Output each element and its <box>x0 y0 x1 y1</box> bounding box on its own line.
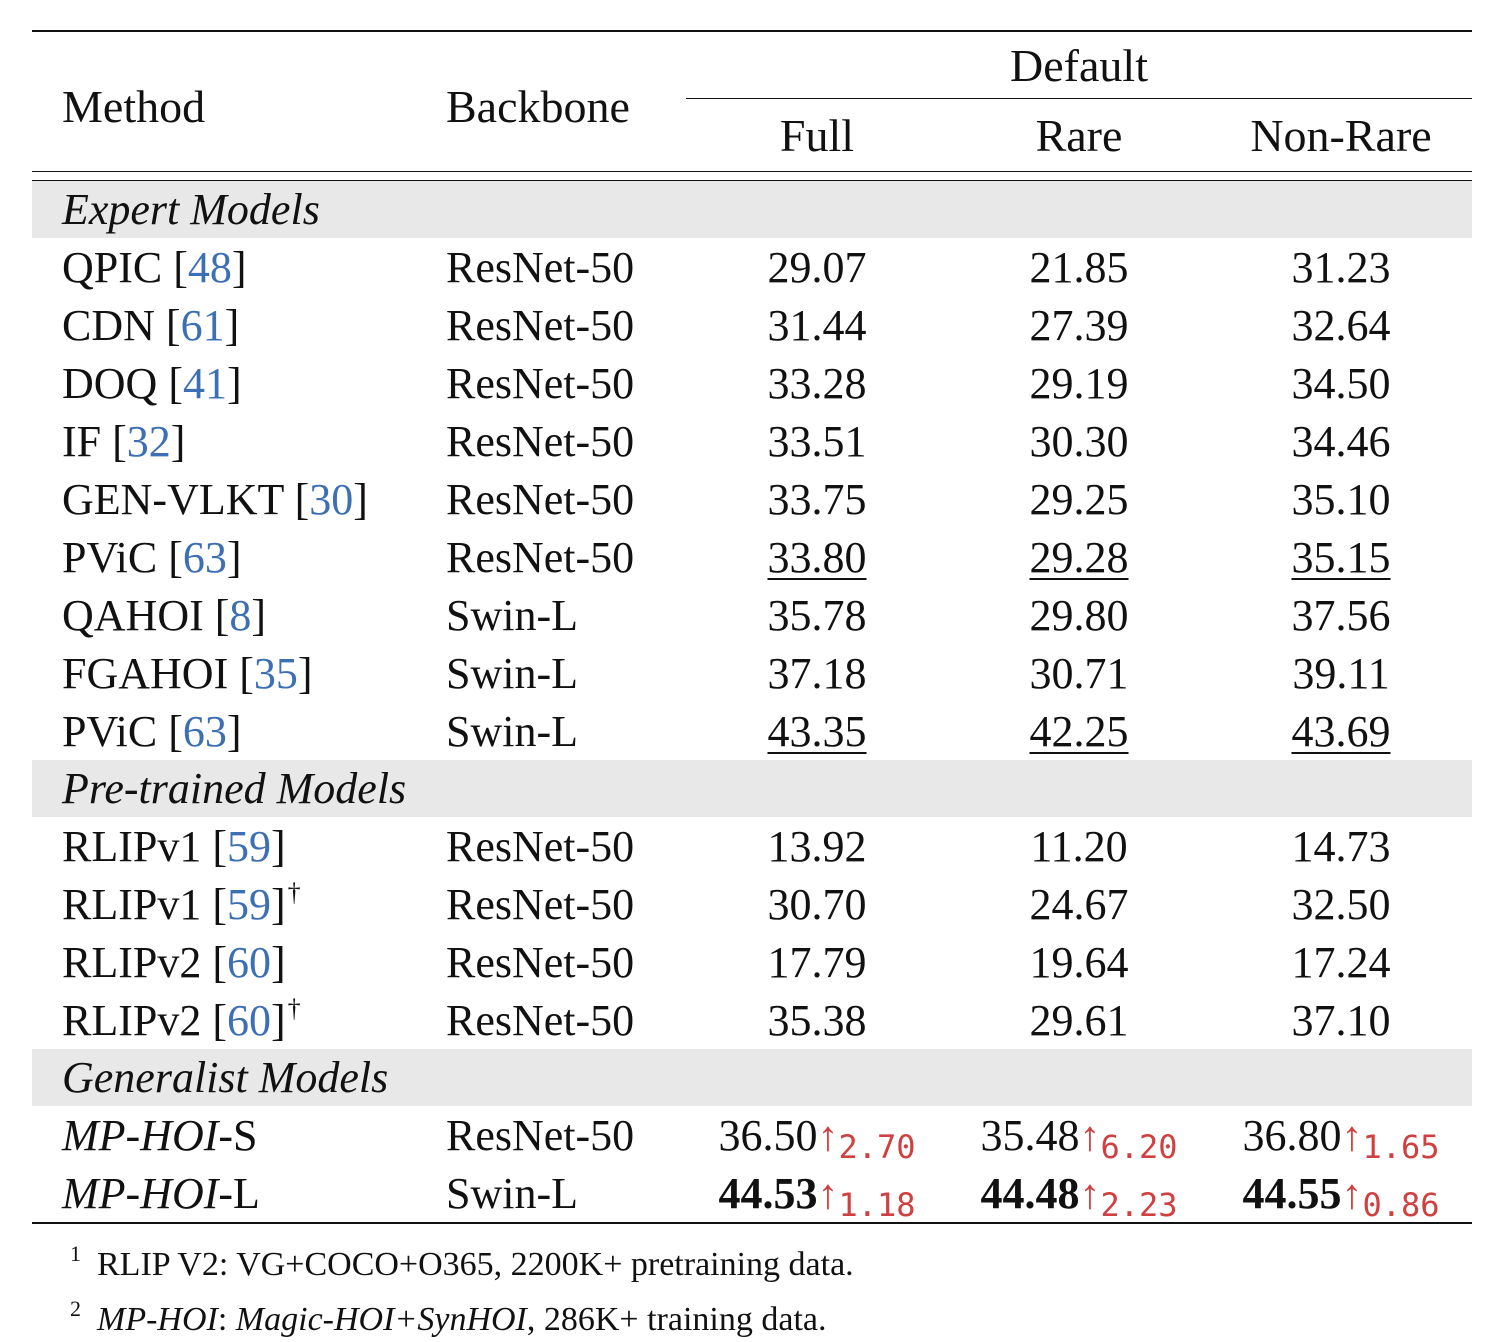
up-arrow-icon: ↑ <box>1341 1171 1363 1218</box>
default-group-header: Default <box>686 31 1472 99</box>
rare-value: 44.48 <box>980 1168 1080 1218</box>
footnote-method-name: MP-HOI <box>97 1301 218 1338</box>
method-name: RLIPv2 <box>62 937 213 987</box>
full-cell <box>686 991 948 1049</box>
ref-bracket: [ <box>212 821 228 871</box>
backbone-cell: ResNet-50 <box>446 821 635 871</box>
gain-value: 6.20 <box>1100 1127 1178 1166</box>
citation-link: 60 <box>227 996 272 1045</box>
method-cell <box>32 1164 424 1223</box>
results-table-container <box>32 30 1472 1224</box>
full-value: 44.53 <box>718 1168 818 1218</box>
method-cell <box>32 586 424 644</box>
rare-cell <box>948 1106 1210 1164</box>
nonrare-value: 37.10 <box>1291 995 1391 1045</box>
nonrare-cell <box>1210 933 1472 991</box>
footnote-marker: 1 <box>70 1241 81 1266</box>
nonrare-cell <box>1210 702 1472 760</box>
full-value: 37.18 <box>767 648 867 698</box>
ref-bracket: ] <box>226 358 242 408</box>
gain-indicator <box>817 1169 916 1224</box>
nonrare-header: Non-Rare <box>1250 109 1432 161</box>
table-row <box>32 933 1472 991</box>
rare-value: 29.25 <box>1029 474 1129 524</box>
citation-link: 41 <box>182 358 227 408</box>
header-row-1 <box>32 31 1472 99</box>
rare-cell <box>948 238 1210 296</box>
nonrare-value: 34.46 <box>1291 416 1391 466</box>
citation-link: 59 <box>227 821 272 871</box>
table-row <box>32 644 1472 702</box>
full-cell <box>686 644 948 702</box>
full-cell <box>686 702 948 760</box>
method-cell <box>32 528 424 586</box>
nonrare-value: 39.11 <box>1292 648 1390 698</box>
rare-cell <box>948 296 1210 354</box>
citation-link: 48 <box>187 242 232 292</box>
method-header: Method <box>32 31 424 172</box>
rare-cell <box>948 528 1210 586</box>
method-variant: -L <box>218 1168 260 1218</box>
method-cell <box>32 991 424 1049</box>
ref-bracket: ] <box>271 821 286 871</box>
method-name: QPIC <box>62 242 174 292</box>
method-name: PViC <box>62 706 169 756</box>
method-name: RLIPv1 <box>62 880 213 929</box>
nonrare-value: 14.73 <box>1291 821 1391 871</box>
section-expert <box>32 181 1472 239</box>
full-cell <box>686 933 948 991</box>
rare-value: 29.28 <box>1029 532 1129 582</box>
backbone-cell: ResNet-50 <box>446 937 635 987</box>
citation-link: 35 <box>253 648 298 698</box>
rare-cell <box>948 933 1210 991</box>
backbone-cell: Swin-L <box>446 590 578 640</box>
ref-bracket: [ <box>173 242 188 292</box>
ref-bracket: ] <box>271 937 286 987</box>
rare-value: 30.30 <box>1029 416 1129 466</box>
section-title: Pre-trained Models <box>32 760 1472 817</box>
header-separator <box>32 172 1472 181</box>
backbone-cell: ResNet-50 <box>446 474 635 524</box>
nonrare-value: 32.50 <box>1291 879 1391 929</box>
method-variant: -S <box>218 1110 258 1160</box>
full-cell <box>686 1164 948 1223</box>
backbone-cell: Swin-L <box>424 1164 686 1223</box>
method-name: PViC <box>62 532 169 582</box>
footnotes <box>70 1232 854 1342</box>
table-row <box>32 354 1472 412</box>
full-cell <box>686 296 948 354</box>
full-value: 33.28 <box>767 358 867 408</box>
backbone-cell: ResNet-50 <box>446 358 635 408</box>
citation-link: 59 <box>227 880 272 929</box>
rare-cell <box>948 817 1210 875</box>
method-cell <box>32 1106 424 1164</box>
full-value: 33.51 <box>767 416 867 466</box>
full-cell <box>686 1106 948 1164</box>
up-arrow-icon: ↑ <box>817 1113 839 1160</box>
gain-indicator <box>817 1111 916 1166</box>
rare-value: 42.25 <box>1029 706 1129 756</box>
nonrare-cell <box>1210 528 1472 586</box>
method-name: IF <box>62 416 113 466</box>
full-cell <box>686 354 948 412</box>
ref-bracket: [ <box>112 416 127 466</box>
section-generalist <box>32 1049 1472 1106</box>
nonrare-cell <box>1210 238 1472 296</box>
full-cell <box>686 238 948 296</box>
method-cell <box>32 296 424 354</box>
ref-bracket: ] <box>271 996 286 1045</box>
backbone-cell: ResNet-50 <box>446 532 635 582</box>
results-table <box>32 30 1472 1224</box>
citation-link: 32 <box>126 416 171 466</box>
nonrare-cell <box>1210 412 1472 470</box>
full-value: 43.35 <box>767 706 867 756</box>
rare-cell <box>948 875 1210 933</box>
rare-cell <box>948 470 1210 528</box>
footnote-1 <box>70 1232 854 1287</box>
gain-indicator <box>1341 1111 1440 1166</box>
footnote-marker: 2 <box>70 1296 81 1321</box>
section-title: Expert Models <box>32 181 1472 239</box>
full-value: 33.75 <box>767 474 867 524</box>
method-name: QAHOI <box>62 590 215 640</box>
nonrare-value: 31.23 <box>1291 242 1391 292</box>
rare-cell <box>948 991 1210 1049</box>
method-cell <box>32 933 424 991</box>
full-value: 13.92 <box>767 821 867 871</box>
method-cell <box>32 470 424 528</box>
footnote-dataset-name: Magic-HOI+SynHOI <box>235 1301 527 1338</box>
nonrare-cell <box>1210 1164 1472 1223</box>
section-pretrained <box>32 760 1472 817</box>
full-value: 36.50 <box>718 1110 818 1160</box>
dagger-mark: † <box>287 994 301 1023</box>
gain-value: 1.18 <box>838 1185 916 1224</box>
method-name: MP-HOI <box>62 1168 219 1218</box>
rare-value: 30.71 <box>1029 648 1129 698</box>
nonrare-value: 43.69 <box>1291 706 1391 756</box>
rare-value: 24.67 <box>1029 879 1129 929</box>
table-row <box>32 1106 1472 1164</box>
full-value: 35.78 <box>767 590 867 640</box>
nonrare-value: 34.50 <box>1291 358 1391 408</box>
gain-indicator <box>1079 1169 1178 1224</box>
ref-bracket: [ <box>165 300 181 350</box>
full-cell <box>686 528 948 586</box>
ref-bracket: ] <box>271 880 286 929</box>
full-cell <box>686 875 948 933</box>
table-row <box>32 296 1472 354</box>
method-cell <box>32 817 424 875</box>
table-row <box>32 238 1472 296</box>
backbone-header: Backbone <box>424 31 686 172</box>
rare-cell <box>948 644 1210 702</box>
citation-link: 63 <box>182 706 227 756</box>
ref-bracket: ] <box>170 416 186 466</box>
nonrare-value: 17.24 <box>1291 937 1391 987</box>
ref-bracket: ] <box>224 300 240 350</box>
citation-link: 63 <box>182 532 227 582</box>
full-value: 33.80 <box>767 532 867 582</box>
footnote-separator: : <box>217 1301 236 1338</box>
table-row <box>32 991 1472 1049</box>
backbone-cell: Swin-L <box>446 648 578 698</box>
section-title: Generalist Models <box>32 1049 1472 1106</box>
citation-link: 30 <box>309 474 354 524</box>
nonrare-value: 36.80 <box>1242 1110 1342 1160</box>
up-arrow-icon: ↑ <box>1079 1113 1101 1160</box>
table-row <box>32 1164 1472 1223</box>
ref-bracket: ] <box>297 648 313 698</box>
gain-indicator <box>1341 1169 1440 1224</box>
rare-value: 29.61 <box>1029 995 1129 1045</box>
ref-bracket: ] <box>226 706 242 756</box>
full-cell <box>686 412 948 470</box>
nonrare-value: 35.15 <box>1291 532 1391 582</box>
nonrare-value: 37.56 <box>1291 590 1391 640</box>
up-arrow-icon: ↑ <box>1341 1113 1363 1160</box>
backbone-cell: Swin-L <box>446 706 578 756</box>
rare-value: 19.64 <box>1029 937 1129 987</box>
method-name: CDN <box>62 300 166 350</box>
full-value: 30.70 <box>767 879 867 929</box>
method-name: DOQ <box>62 358 169 408</box>
ref-bracket: ] <box>226 532 242 582</box>
up-arrow-icon: ↑ <box>1079 1171 1101 1218</box>
backbone-cell: ResNet-50 <box>446 300 635 350</box>
rare-cell <box>948 586 1210 644</box>
rare-value: 27.39 <box>1029 300 1129 350</box>
full-value: 17.79 <box>767 937 867 987</box>
rare-value: 21.85 <box>1029 242 1129 292</box>
nonrare-cell <box>1210 991 1472 1049</box>
citation-link: 8 <box>229 590 252 640</box>
citation-link: 60 <box>227 937 272 987</box>
method-cell <box>32 702 424 760</box>
footnote-2 <box>70 1287 854 1342</box>
table-row <box>32 702 1472 760</box>
nonrare-cell <box>1210 1106 1472 1164</box>
backbone-cell: ResNet-50 <box>446 242 635 292</box>
method-cell <box>32 238 424 296</box>
backbone-cell: ResNet-50 <box>446 995 635 1045</box>
method-cell <box>32 875 424 933</box>
ref-bracket: ] <box>251 590 267 640</box>
method-name: RLIPv1 <box>62 821 213 871</box>
rare-value: 29.80 <box>1029 590 1129 640</box>
nonrare-cell <box>1210 644 1472 702</box>
ref-bracket: [ <box>239 648 254 698</box>
ref-bracket: [ <box>214 590 230 640</box>
full-value: 31.44 <box>767 300 867 350</box>
footnote-text: , 286K+ training data. <box>526 1301 827 1338</box>
rare-value: 35.48 <box>980 1110 1080 1160</box>
ref-bracket: ] <box>231 242 247 292</box>
rare-value: 29.19 <box>1029 358 1129 408</box>
rare-value: 11.20 <box>1030 821 1128 871</box>
gain-value: 0.86 <box>1362 1185 1440 1224</box>
full-cell <box>686 817 948 875</box>
dagger-mark: † <box>287 878 301 907</box>
full-value: 29.07 <box>767 242 867 292</box>
method-name: GEN-VLKT <box>62 474 295 524</box>
full-header: Full <box>779 109 855 161</box>
method-name: RLIPv2 <box>62 996 213 1045</box>
ref-bracket: [ <box>212 996 228 1045</box>
full-cell <box>686 586 948 644</box>
full-cell <box>686 470 948 528</box>
method-cell <box>32 644 424 702</box>
nonrare-cell <box>1210 296 1472 354</box>
table-row <box>32 586 1472 644</box>
ref-bracket: [ <box>168 706 183 756</box>
footnote-text: RLIP V2: VG+COCO+O365, 2200K+ pretraining data. <box>97 1246 854 1283</box>
nonrare-value: 32.64 <box>1291 300 1391 350</box>
nonrare-cell <box>1210 586 1472 644</box>
gain-value: 1.65 <box>1362 1127 1440 1166</box>
table-row <box>32 528 1472 586</box>
nonrare-cell <box>1210 875 1472 933</box>
nonrare-cell <box>1210 470 1472 528</box>
ref-bracket: [ <box>168 358 183 408</box>
gain-value: 2.70 <box>838 1127 916 1166</box>
full-value: 35.38 <box>767 995 867 1045</box>
citation-link: 61 <box>180 300 225 350</box>
nonrare-cell <box>1210 354 1472 412</box>
up-arrow-icon: ↑ <box>817 1171 839 1218</box>
ref-bracket: [ <box>212 937 228 987</box>
nonrare-cell <box>1210 817 1472 875</box>
gain-value: 2.23 <box>1100 1185 1178 1224</box>
ref-bracket: [ <box>168 532 183 582</box>
ref-bracket: ] <box>353 474 368 524</box>
rare-cell <box>948 354 1210 412</box>
rare-cell <box>948 702 1210 760</box>
method-cell <box>32 412 424 470</box>
nonrare-value: 44.55 <box>1242 1168 1342 1218</box>
backbone-cell: ResNet-50 <box>446 416 635 466</box>
table-row <box>32 875 1472 933</box>
ref-bracket: [ <box>212 880 228 929</box>
table-row <box>32 412 1472 470</box>
method-name: FGAHOI <box>62 648 240 698</box>
rare-header: Rare <box>1035 109 1123 161</box>
gain-indicator <box>1079 1111 1178 1166</box>
table-row <box>32 470 1472 528</box>
rare-cell <box>948 412 1210 470</box>
ref-bracket: [ <box>294 474 310 524</box>
method-cell <box>32 354 424 412</box>
backbone-cell: ResNet-50 <box>446 1110 635 1160</box>
rare-cell <box>948 1164 1210 1223</box>
table-row <box>32 817 1472 875</box>
method-name: MP-HOI <box>62 1110 219 1160</box>
nonrare-value: 35.10 <box>1291 474 1391 524</box>
backbone-cell: ResNet-50 <box>446 879 635 929</box>
